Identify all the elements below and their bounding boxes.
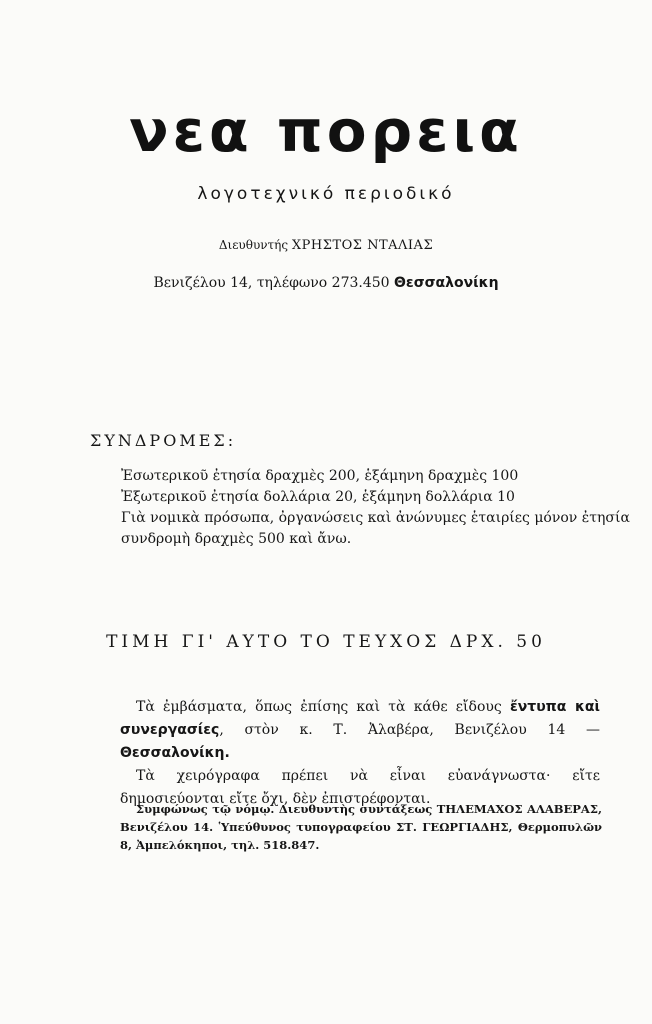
address-line [0,272,652,294]
subscription-line-domestic: Ἐσωτερικοῦ ἐτησία δραχμὲς 200, ἑξάμηνη δραχμὲς 100 [121,468,519,484]
subscription-line-legal-entities: Γιὰ νομικὰ πρόσωπα, ὀργανώσεις καὶ ἀνώνυμες ἑταιρίες μόνον ἐτησία [121,510,630,526]
remittance-note [120,696,600,765]
subscriptions-list [121,466,630,550]
magazine-subtitle: λογοτεχνικό περιοδικό [197,184,455,204]
address-city: Θεσσαλονίκη [394,275,499,291]
manuscripts-note: Τὰ χειρόγραφα πρέπει νὰ εἶναι εὐανάγνωστα· εἴτε δημοσιεύονται εἴτε ὄχι, δὲν ἐπιστρέφονται. [120,768,600,807]
subscription-line-foreign: Ἐξωτερικοῦ ἐτησία δολλάρια 20, ἑξάμηνη δολλάρια 10 [121,489,515,505]
notes-section [120,696,600,811]
director-name: ΧΡΗΣΤΟΣ ΝΤΑΛΙΑΣ [291,238,434,253]
remittance-note-a: Τὰ ἐμβάσματα, ὅπως ἐπίσης καὶ τὰ κάθε εἴδους [136,699,510,715]
subscription-line-legal-entities-cont: συνδρομὴ δραχμὲς 500 καὶ ἄνω. [121,531,352,547]
issue-price: ΤΙΜΗ ΓΙ' ΑΥΤΟ ΤΟ ΤΕΥΧΟΣ ΔΡΧ. 50 [106,632,546,652]
remittance-note-d: Θεσσαλονίκη. [120,745,230,761]
legal-imprint [120,800,602,854]
address-street-phone: Βενιζέλου 14, τηλέφωνο 273.450 [153,275,390,291]
remittance-note-c: , στὸν κ. Τ. Ἀλαβέρα, Βενιζέλου 14 — [219,722,600,738]
subscriptions-heading: ΣΥΝΔΡΟΜΕΣ: [90,431,237,450]
magazine-title: νεα πορεια [129,97,523,165]
remittance-note-b: ἔντυπα καὶ συνεργασίες [120,699,600,738]
legal-imprint-text: Συμφώνως τῷ νόμῳ. Διευθυντὴς συντάξεως ΤΗΛΕΜΑΧΟΣ ΑΛΑΒΕΡΑΣ, Βενιζέλου 14. Ὑπεύθυνος τυπογραφείου ΣΤ. ΓΕΩΡΓΙΑΔΗΣ, Θερμοπυλῶν 8, Ἀμπελόκηποι, τηλ. 518.847. [120,802,602,852]
director-line [0,236,652,255]
director-label: Διευθυντής [218,238,289,252]
